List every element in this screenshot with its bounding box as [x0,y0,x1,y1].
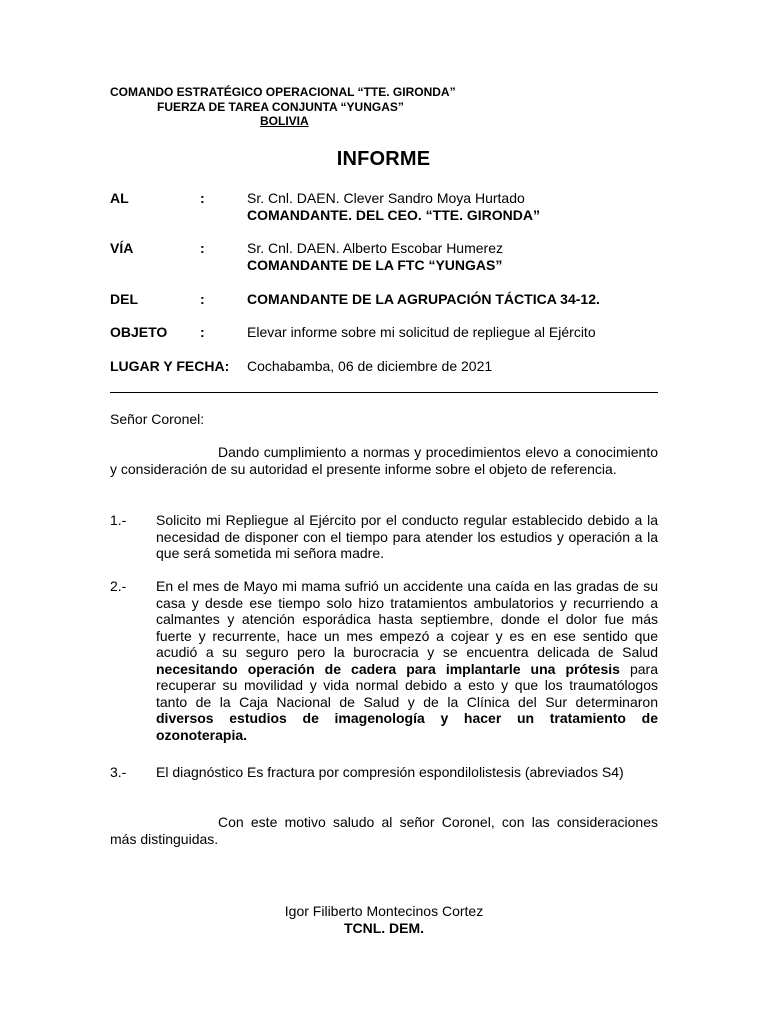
salutation: Señor Coronel: [110,411,205,427]
field-objeto-value: Elevar informe sobre mi solicitud de repliegue al Ejército [247,324,596,340]
item-2-number: 2.- [110,578,127,594]
field-via-line2: COMANDANTE DE LA FTC “YUNGAS” [247,257,503,273]
signature-name: Igor Filiberto Montecinos Cortez [284,903,484,919]
field-del-label: DEL [110,291,138,307]
item-3-text: El diagnóstico Es fractura por compresión espondilolistesis (abreviados S4) [156,764,624,780]
header-command: COMANDO ESTRATÉGICO OPERACIONAL “TTE. GIRONDA” [110,85,456,99]
item-1-text: Solicito mi Repliegue al Ejército por el conducto regular establecido debido a la necesidad de disponer con el tiempo para atender los estudios y operación a la que será sometida mi señora madre. [156,512,658,561]
signature-rank: TCNL. DEM. [343,920,425,936]
field-objeto-colon: : [200,324,205,340]
field-via-colon: : [200,240,205,256]
field-via-label: VÍA [110,240,134,256]
item-3-number: 3.- [110,764,127,780]
item-1-number: 1.- [110,512,127,528]
header-country: BOLIVIA [260,114,309,128]
field-del-colon: : [200,291,205,307]
document-title [0,148,768,171]
item-2-text-a: En el mes de Mayo mi mama sufrió un accidente una caída en las gradas de su casa y desde ese tiempo solo hizo tratamientos ambulatorios y recurriendo a calmantes y atención esporádica hasta septiembre, donde el dolor fue más fuerte y recurrente, hace un mes empezó a cojear y es en ese sentido que acudió a su seguro pero la burocracia y se encuentra delicada de Salud [156,578,658,660]
field-via-line1: Sr. Cnl. DAEN. Alberto Escobar Humerez [247,240,503,256]
field-al-line2: COMANDANTE. DEL CEO. “TTE. GIRONDA” [247,207,540,223]
field-al-line1: Sr. Cnl. DAEN. Clever Sandro Moya Hurtado [247,190,525,206]
intro-paragraph: Dando cumplimiento a normas y procedimientos elevo a conocimiento y consideración de su autoridad el presente informe sobre el objeto de referencia. [110,444,658,477]
item-2-text [156,578,658,743]
item-2-bold-b: diversos estudios de imagenología y hacer un tratamiento de ozonoterapia. [156,710,658,743]
field-lugar-label: LUGAR Y FECHA: [110,358,230,374]
field-objeto-label: OBJETO [110,324,168,340]
separator-line [110,392,658,393]
field-lugar-value: Cochabamba, 06 de diciembre de 2021 [247,358,493,374]
header-task-force: FUERZA DE TAREA CONJUNTA “YUNGAS” [157,100,404,114]
field-del-value: COMANDANTE DE LA AGRUPACIÓN TÁCTICA 34-12. [247,291,600,307]
field-al-colon: : [200,190,205,206]
field-al-label: AL [110,190,129,206]
title-text: INFORME [336,148,431,170]
item-2-bold-a: necesitando operación de cadera para implantarle una prótesis [156,660,620,677]
item-2-text-b: para recuperar su movilidad y vida normal debido a esto y que los traumatólogos tanto de la Caja Nacional de Salud y de la Clínica del Sur determinaron [156,660,658,710]
closing-paragraph: Con este motivo saludo al señor Coronel, con las consideraciones más distinguidas. [110,814,658,847]
